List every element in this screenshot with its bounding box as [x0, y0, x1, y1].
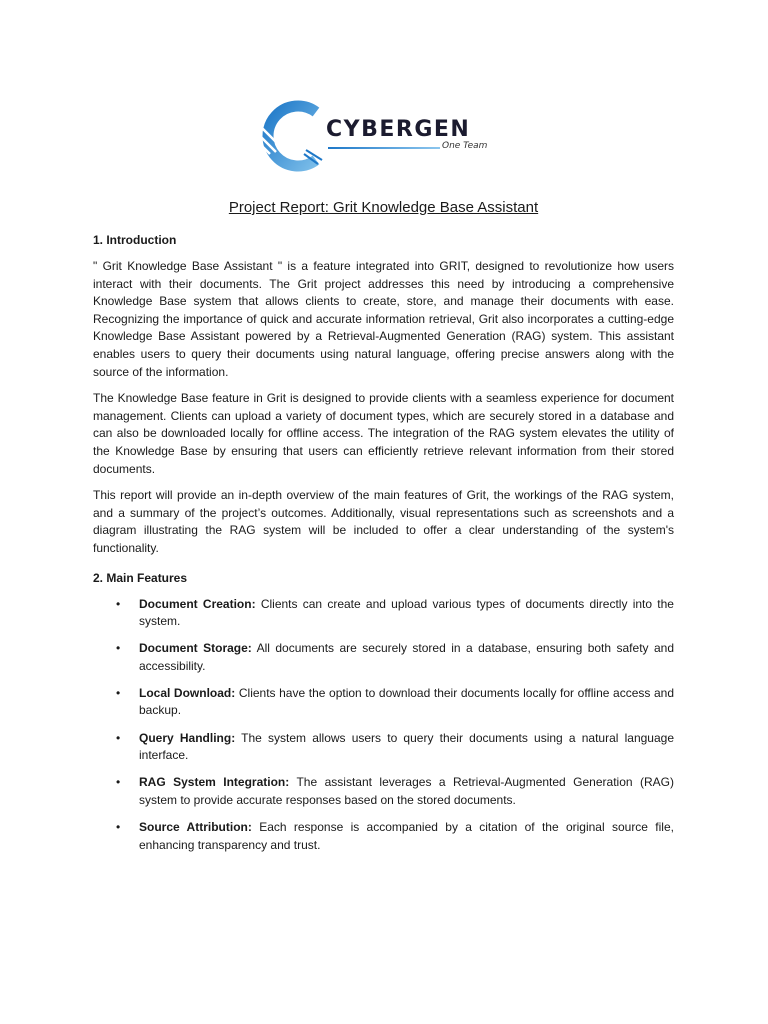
section-heading-introduction: 1. Introduction — [93, 233, 177, 247]
section-heading-main-features: 2. Main Features — [93, 570, 188, 585]
intro-paragraph-2: The Knowledge Base feature in Grit is designed to provide clients with a seamless experience for document management. Clients can upload a variety of document types, which are securely stored in a database and can also be downloaded locally for offline access. The integration of the RAG system elevates the utility of the Knowledge Base by ensuring that users can efficiently retrieve relevant information from their stored documents. — [93, 391, 674, 476]
bullet-icon: • — [116, 775, 121, 790]
intro-paragraph-3: This report will provide an in-depth overview of the main features of Grit, the workings of the RAG system, and a summary of the project’s outcomes. Additionally, visual representations such as screenshots and a diagram illustrating the RAG system will be included to offer a clear understanding of the system's functionality. — [93, 488, 674, 555]
bullet-icon: • — [116, 730, 121, 745]
bullet-icon: • — [116, 819, 121, 834]
feature-term: Query Handling: — [139, 730, 236, 745]
logo-tagline: One Team — [442, 141, 488, 151]
cybergen-logo — [246, 98, 506, 174]
list-item — [93, 730, 674, 765]
bullet-icon: • — [116, 685, 121, 700]
list-item — [93, 774, 674, 809]
feature-list — [93, 596, 674, 855]
intro-paragraph-1: " Grit Knowledge Base Assistant " is a feature integrated into GRIT, designed to revolutionize how users interact with their documents. The Grit project addresses this need by introducing a comprehensive Knowledge Base system that allows clients to create, store, and manage their documents with ease. Recognizing the importance of quick and accurate information retrieval, Grit also incorporates a cutting-edge Knowledge Base Assistant powered by a Retrieval-Augmented Generation (RAG) system. This assistant enables users to query their documents using natural language, offering precise answers along with the source of the information. — [93, 259, 674, 379]
list-item — [93, 819, 674, 854]
logo-wordmark: CYBERGEN — [326, 117, 471, 142]
bullet-icon: • — [116, 596, 121, 611]
feature-term: Document Creation: — [139, 596, 256, 611]
feature-description: Clients have the option to download their documents locally for offline access and backup. — [139, 685, 675, 718]
feature-description: The assistant leverages a Retrieval-Augmented Generation (RAG) system to provide accurate responses based on the stored documents. — [139, 775, 674, 807]
list-item — [93, 640, 674, 675]
feature-description: All documents are securely stored in a database, ensuring both safety and accessibility. — [139, 641, 674, 673]
bullet-icon: • — [116, 641, 121, 656]
document-body — [93, 198, 674, 864]
feature-term: Source Attribution: — [139, 819, 252, 834]
feature-description: Clients can create and upload various types of documents directly into the system. — [139, 596, 674, 629]
list-item — [93, 596, 674, 631]
list-item — [93, 685, 674, 720]
logo-divider — [328, 147, 440, 149]
document-title: Project Report: Grit Knowledge Base Assistant — [228, 199, 539, 216]
feature-description: The system allows users to query their documents using a natural language interface. — [139, 730, 674, 763]
feature-term: Local Download: — [139, 685, 236, 700]
cybergen-logo-icon — [246, 98, 326, 174]
feature-term: RAG System Integration: — [139, 775, 290, 790]
feature-term: Document Storage: — [139, 641, 252, 656]
feature-description: Each response is accompanied by a citation of the original source file, enhancing transparency and trust. — [139, 819, 674, 852]
